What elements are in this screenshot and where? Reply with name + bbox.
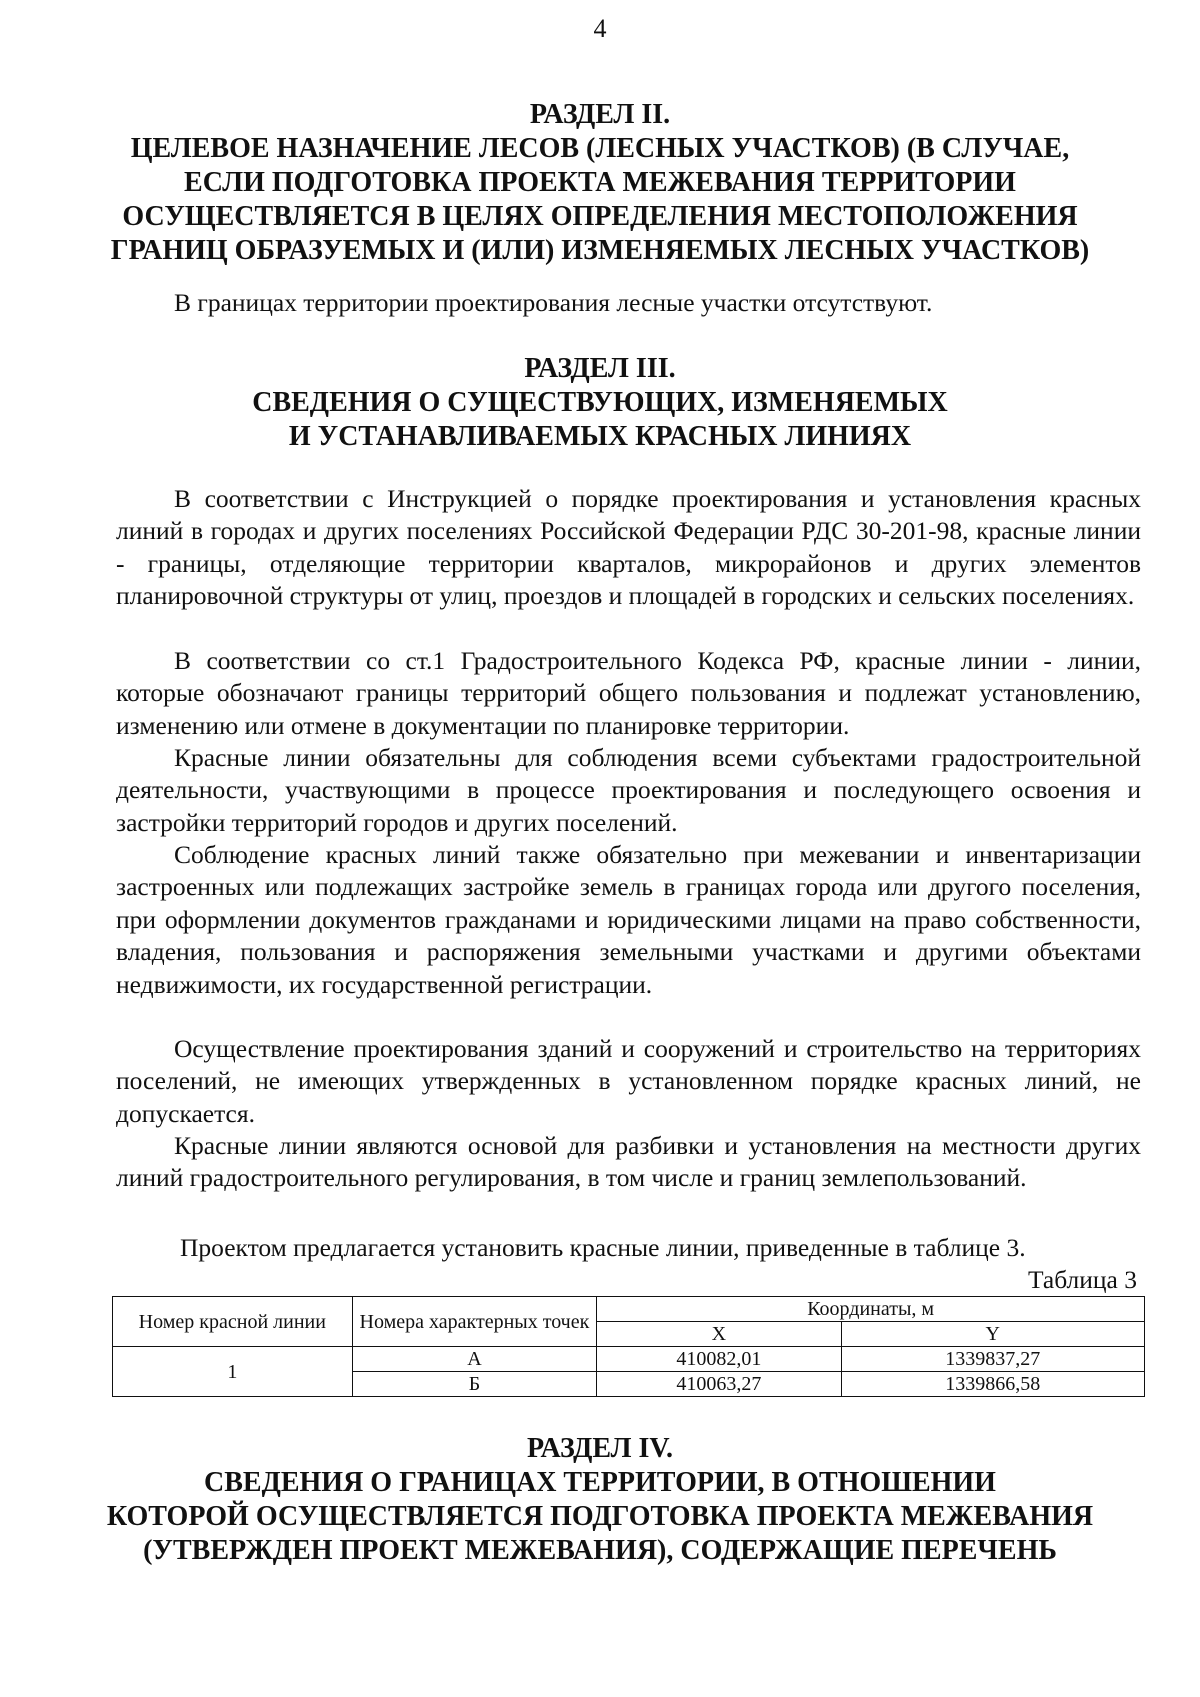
section-4-title-line: КОТОРОЙ ОСУЩЕСТВЛЯЕТСЯ ПОДГОТОВКА ПРОЕКТА МЕЖЕВАНИЯ: [106, 1501, 1094, 1532]
section-3-title-line: РАЗДЕЛ III.: [524, 353, 676, 384]
section-3-heading: [100, 352, 1100, 454]
table-intro: Проектом предлагается установить красные линии, приведенные в таблице 3.: [180, 1233, 1026, 1262]
section-4-heading: [100, 1432, 1100, 1568]
section-3-paragraph: В соответствии с Инструкцией о порядке проектирования и установления красных линий в городах и других поселениях Российской Федерации РДС 30-201-98, красные линии - границы, отделяющие территории кварталов, микрорайонов и других элементов планировочной структуры от улиц, проездов и площадей в городских и сельских поселениях.: [116, 484, 1141, 611]
section-2-title-line: РАЗДЕЛ II.: [529, 99, 671, 130]
section-4-title-line: РАЗДЕЛ IV.: [526, 1433, 674, 1464]
page-number: 4: [593, 14, 607, 43]
section-2-title-line: ЕСЛИ ПОДГОТОВКА ПРОЕКТА МЕЖЕВАНИЯ ТЕРРИТОРИИ: [184, 167, 1016, 198]
section-2-title-line: ЦЕЛЕВОЕ НАЗНАЧЕНИЕ ЛЕСОВ (ЛЕСНЫХ УЧАСТКОВ) (В СЛУЧАЕ,: [130, 133, 1070, 164]
cell-x: 410082,01: [597, 1347, 841, 1372]
section-3-title-line: И УСТАНАВЛИВАЕМЫХ КРАСНЫХ ЛИНИЯХ: [288, 421, 912, 452]
header-point-numbers: Номера характерных точек: [352, 1297, 597, 1347]
section-4-title-line: СВЕДЕНИЯ О ГРАНИЦАХ ТЕРРИТОРИИ, В ОТНОШЕНИИ: [204, 1467, 996, 1498]
section-3-title-line: СВЕДЕНИЯ О СУЩЕСТВУЮЩИХ, ИЗМЕНЯЕМЫХ: [252, 387, 948, 418]
table-row: [113, 1347, 1145, 1372]
table-header-row: [113, 1297, 1145, 1322]
cell-y: 1339866,58: [841, 1372, 1144, 1397]
section-4-title-line: (УТВЕРЖДЕН ПРОЕКТ МЕЖЕВАНИЯ), СОДЕРЖАЩИЕ ПЕРЕЧЕНЬ: [143, 1535, 1057, 1566]
cell-y: 1339837,27: [841, 1347, 1144, 1372]
red-lines-table: [112, 1296, 1145, 1397]
cell-line-number: 1: [113, 1347, 353, 1397]
cell-point: А: [352, 1347, 597, 1372]
table-caption: Таблица 3: [1027, 1265, 1137, 1294]
section-2-title-line: ГРАНИЦ ОБРАЗУЕМЫХ И (ИЛИ) ИЗМЕНЯЕМЫХ ЛЕСНЫХ УЧАСТКОВ): [110, 235, 1090, 266]
section-3-paragraph: В соответствии со ст.1 Градостроительного Кодекса РФ, красные линии - линии, которые обозначают границы территорий общего пользования и подлежат установлению, изменению или отмене в документации по планировке территории.: [116, 646, 1141, 740]
header-line-number: Номер красной линии: [113, 1297, 353, 1347]
section-2-heading: [100, 98, 1100, 268]
section-3-paragraph: Красные линии являются основой для разбивки и установления на местности других линий градостроительного регулирования, в том числе и границ землепользований.: [116, 1131, 1141, 1193]
section-3-paragraph: Соблюдение красных линий также обязательно при межевании и инвентаризации застроенных или подлежащих застройке земель в границах города или другого поселения, при оформлении документов гражданами и юридическими лицами на право собственности, владения, пользования и распоряжения земельными участками и другими объектами недвижимости, их государственной регистрации.: [116, 840, 1141, 999]
header-x: X: [597, 1322, 841, 1347]
section-3-paragraph: Осуществление проектирования зданий и сооружений и строительство на территориях поселений, не имеющих утвержденных в установленном порядке красных линий, не допускается.: [116, 1034, 1141, 1128]
header-y: Y: [841, 1322, 1144, 1347]
section-3-paragraph: Красные линии обязательны для соблюдения всеми субъектами градостроительной деятельности, участвующими в процессе проектирования и последующего освоения и застройки территорий городов и других поселений.: [116, 743, 1141, 837]
header-coordinates: Координаты, м: [597, 1297, 1145, 1322]
cell-point: Б: [352, 1372, 597, 1397]
cell-x: 410063,27: [597, 1372, 841, 1397]
section-2-title-line: ОСУЩЕСТВЛЯЕТСЯ В ЦЕЛЯХ ОПРЕДЕЛЕНИЯ МЕСТОПОЛОЖЕНИЯ: [122, 201, 1078, 232]
section-2-text: В границах территории проектирования лесные участки отсутствуют.: [174, 288, 933, 317]
